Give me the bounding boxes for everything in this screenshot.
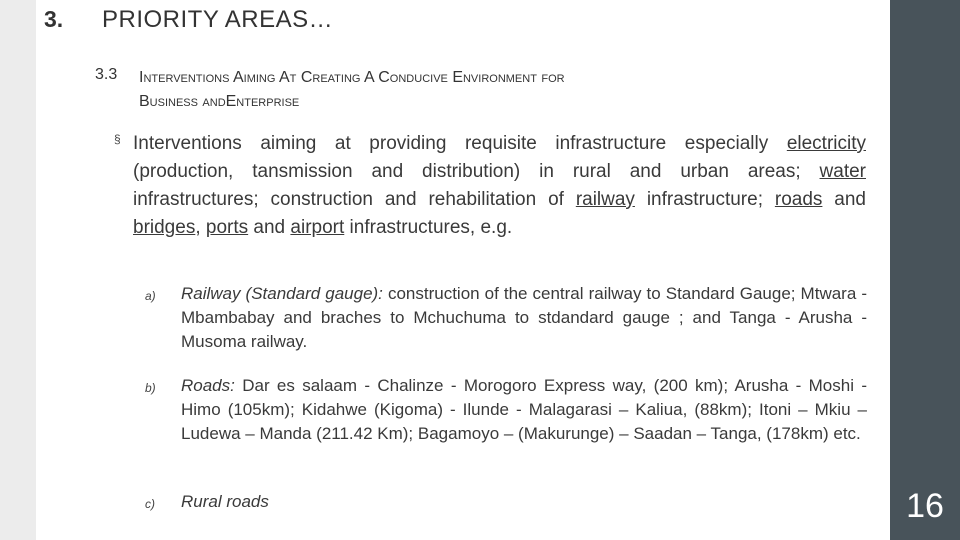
- keyword-bridges: bridges: [133, 217, 196, 238]
- item-label: Railway (Standard gauge):: [181, 284, 383, 303]
- bullet-text-1: Interventions aiming at providing requisite infrastructure especially: [133, 133, 787, 154]
- keyword-airport: airport: [290, 217, 345, 238]
- item-marker-a: a): [145, 289, 156, 303]
- list-item-railway: [181, 282, 867, 354]
- item-body: Dar es salaam - Chalinze - Morogoro Express way, (200 km); Arusha - Moshi - Himo (105km); Kidahwe (Kigoma) - Ilunde - Malagarasi – Kaliua, (88km); Itoni – Mkiu – Ludewa – Manda (211.42 Km); Bagamoyo – (Makurunge) – Saadan – Tanga, (178km) etc.: [181, 376, 867, 443]
- item-body: construction of the central railway to Standard Gauge; Mtwara - Mbambabay and braches to Mchuchuma to stdandard gauge ; and Tanga - Arusha - Musoma railway.: [181, 284, 867, 351]
- item-label: Rural roads: [181, 492, 269, 511]
- bullet-paragraph: [133, 130, 866, 242]
- keyword-ports: ports: [205, 217, 249, 238]
- bullet-text-7: and: [248, 217, 291, 238]
- item-marker-c: c): [145, 497, 155, 511]
- bullet-text-8: infrastructures, e.g.: [344, 217, 513, 238]
- slide-number: 16: [906, 487, 944, 525]
- item-marker-b: b): [145, 381, 156, 395]
- subsection-title-line1: Interventions Aiming At Creating A Conducive Environment for: [139, 69, 565, 86]
- subsection-title-line2: Business andEnterprise: [139, 93, 300, 110]
- keyword-roads: roads: [774, 189, 823, 210]
- section-number: 3.: [44, 6, 64, 32]
- list-item-rural-roads: [181, 490, 867, 514]
- bullet-text-6: ,: [195, 217, 206, 238]
- keyword-water: water: [819, 161, 866, 182]
- bullet-text-3: infrastructures; construction and rehabilitation of: [133, 189, 576, 210]
- right-decor-band: [890, 0, 960, 540]
- subsection-title: [139, 66, 839, 114]
- subsection-number: 3.3: [95, 66, 118, 83]
- list-item-roads: [181, 374, 867, 446]
- bullet-marker: §: [114, 132, 121, 146]
- section-title: PRIORITY AREAS…: [102, 6, 334, 33]
- bullet-text-5: and: [822, 189, 866, 210]
- bullet-text-4: infrastructure;: [634, 189, 775, 210]
- item-label: Roads:: [181, 376, 235, 395]
- keyword-electricity: electricity: [786, 133, 866, 154]
- keyword-railway: railway: [575, 189, 635, 210]
- left-decor-band: [0, 0, 36, 540]
- bullet-text-2: (production, tansmission and distribution) in rural and urban areas;: [133, 161, 820, 182]
